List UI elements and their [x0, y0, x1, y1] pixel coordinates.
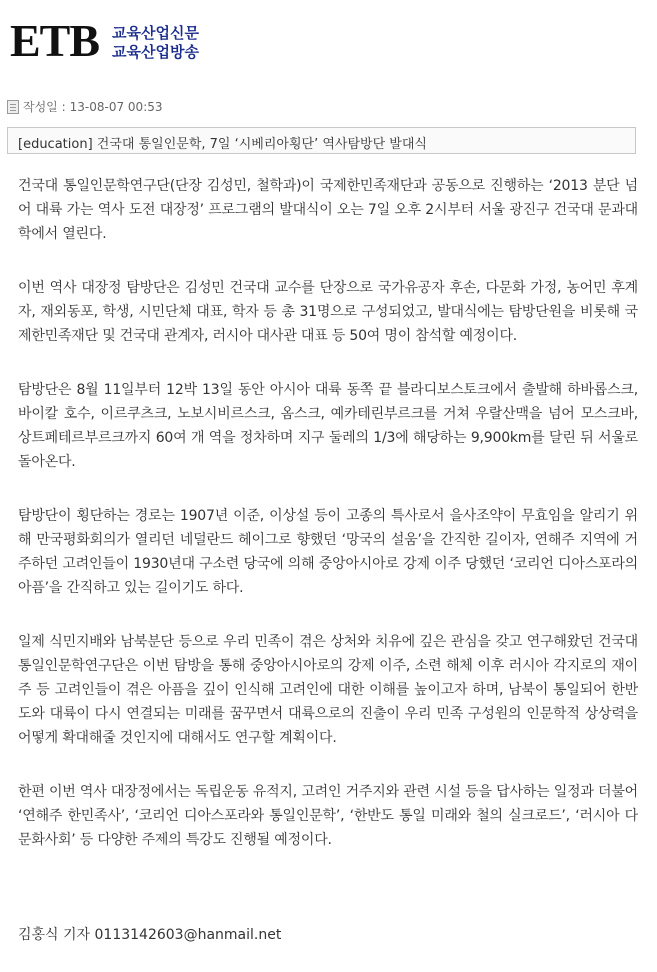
article-paragraph: 탐방단이 횡단하는 경로는 1907년 이준, 이상설 등이 고종의 특사로서 을사조약이 무효임을 알리기 위해 만국평화회의가 열리던 네덜란드 헤이그로 향했던 ‘망국의 설움’을 간직한 길이자, 연해주 지역에 거주하던 고려인들이 1930년대 구소련 당국에 의해 중앙아시아로 강제 이주 당했던 ‘코리언 디아스포라의 아픔’을 간직하고 있는 길이기도 하다.: [18, 508, 638, 596]
document-icon: [7, 100, 19, 114]
article-paragraph: 건국대 통일인문학연구단(단장 김성민, 철학과)이 국제한민족재단과 공동으로 진행하는 ‘2013 분단 넘어 대륙 가는 역사 도전 대장정’ 프로그램의 발대식이 오는 7일 오후 2시부터 서울 광진구 건국대 문과대학에서 열린다.: [18, 178, 638, 242]
article-title-box: [7, 127, 636, 154]
subtitle-line-2: 교육산업방송: [112, 43, 199, 61]
post-date: [7, 98, 163, 115]
date-label: 작성일 :: [23, 100, 66, 114]
article-paragraph: 탐방단은 8월 11일부터 12박 13일 동안 아시아 대륙 동쪽 끝 블라디보스토크에서 출발해 하바롭스크, 바이칼 호수, 이르쿠츠크, 노보시비르스크, 옴스크, 예카테린부르크를 거쳐 우랄산맥을 넘어 모스크바, 상트페테르부르크까지 60여 개 역을 정차하며 지구 둘레의 1/3에 해당하는 9,900km를 달린 뒤 서울로 돌아온다.: [18, 382, 638, 470]
article-paragraph: 일제 식민지배와 남북분단 등으로 우리 민족이 겪은 상처와 치유에 깊은 관심을 갖고 연구해왔던 건국대 통일인문학연구단은 이번 탐방을 통해 중앙아시아로의 강제 이주, 소련 해체 이후 러시아 각지로의 재이주 등 고려인들이 겪은 아픔을 깊이 인식해 고려인에 대한 이해를 높이고자 하며, 남북이 통일되어 한반도와 대륙이 다시 연결되는 미래를 꿈꾸면서 대륙으로의 진출이 우리 민족 구성원의 인문학적 상상력을 어떻게 확대해줄 것인지에 대해서도 연구할 계획이다.: [18, 634, 638, 746]
date-value: 13-08-07 00:53: [69, 99, 163, 114]
article-body: [18, 174, 638, 882]
article-paragraph: 이번 역사 대장정 탐방단은 김성민 건국대 교수를 단장으로 국가유공자 후손, 다문화 가정, 농어민 후계자, 재외동포, 학생, 시민단체 대표, 학자 등 총 31명으로 구성되었고, 발대식에는 탐방단원을 비롯해 국제한민족재단 및 건국대 관계자, 러시아 대사관 대표 등 50여 명이 참석할 예정이다.: [18, 280, 638, 344]
site-logo[interactable]: ETB: [10, 15, 100, 66]
article-paragraph: 한편 이번 역사 대장정에서는 독립운동 유적지, 고려인 거주지와 관련 시설 등을 답사하는 일정과 더불어 ‘연해주 한민족사’, ‘코리언 디아스포라와 통일인문학’, ‘한반도 통일 미래와 철의 실크로드’, ‘러시아 다문화사회’ 등 다양한 주제의 특강도 진행될 예정이다.: [18, 784, 638, 848]
article-byline: 김홍식 기자 0113142603@hanmail.net: [18, 927, 282, 943]
site-subtitle: [112, 24, 199, 62]
article-title: [education] 건국대 통일인문학, 7일 ‘시베리아횡단’ 역사탐방단 발대식: [18, 137, 427, 152]
subtitle-line-1: 교육산업신문: [112, 24, 199, 42]
